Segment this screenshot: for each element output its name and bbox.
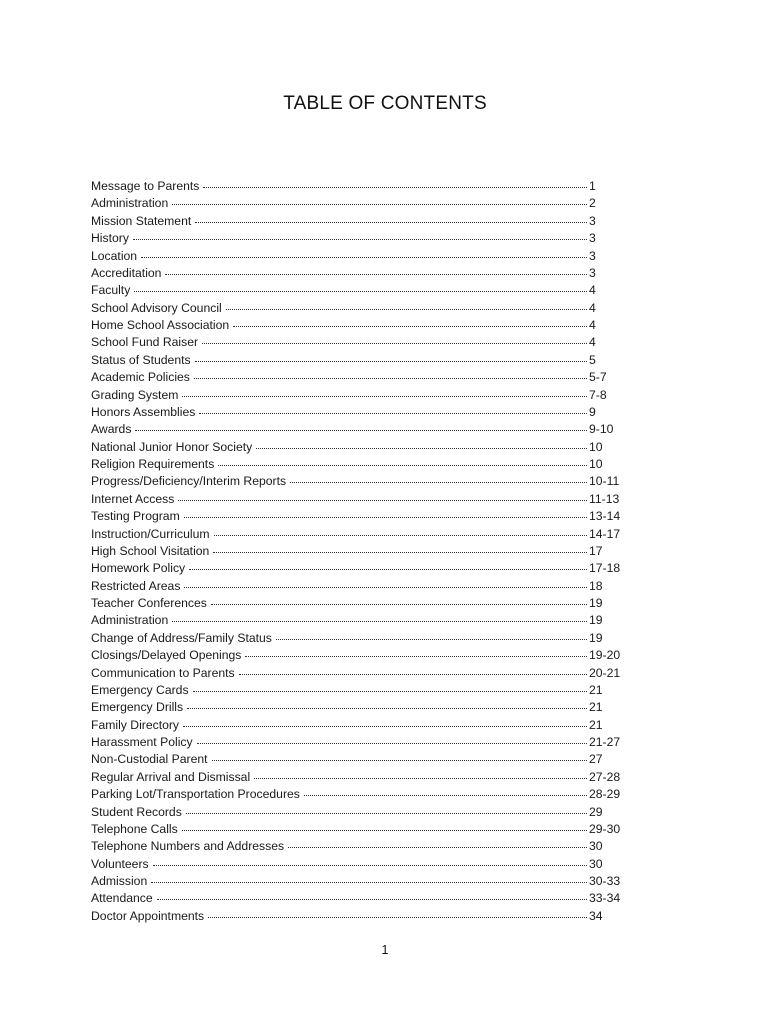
toc-dot-leader — [133, 239, 587, 240]
toc-dot-leader — [186, 813, 587, 814]
toc-entry-label: Restricted Areas — [91, 578, 181, 593]
toc-dot-leader — [157, 899, 587, 900]
toc-entry — [91, 317, 641, 334]
toc-entry — [91, 578, 641, 595]
toc-entry-page: 27-28 — [589, 769, 621, 784]
toc-entry-label: Faculty — [91, 283, 131, 298]
toc-entry-page: 18 — [589, 578, 603, 593]
toc-entry-page: 19 — [589, 596, 603, 610]
table-of-contents — [91, 178, 641, 925]
toc-entry-label: Closings/Delayed Openings — [91, 648, 242, 663]
toc-entry-page: 9 — [589, 404, 596, 419]
toc-entry-label: Teacher Conferences — [91, 596, 207, 610]
toc-entry — [91, 873, 641, 890]
toc-entry-page: 28-29 — [589, 787, 621, 802]
toc-entry-page: 21 — [589, 717, 603, 732]
toc-entry — [91, 178, 641, 195]
toc-entry-label: Religion Requirements — [91, 457, 215, 471]
toc-entry — [91, 439, 641, 456]
toc-entry-label: Telephone Calls — [91, 821, 178, 836]
toc-dot-leader — [172, 621, 587, 622]
toc-entry-label: Student Records — [91, 804, 182, 819]
toc-entry-label: Awards — [91, 422, 132, 437]
toc-entry-label: High School Visitation — [91, 543, 210, 558]
toc-entry-label: Parking Lot/Transportation Procedures — [91, 787, 300, 802]
toc-dot-leader — [256, 448, 587, 449]
toc-entry-label: Telephone Numbers and Addresses — [91, 839, 285, 854]
toc-entry — [91, 838, 641, 855]
toc-entry-label: Progress/Deficiency/Interim Reports — [91, 474, 287, 489]
toc-entry — [91, 769, 641, 786]
toc-dot-leader — [203, 187, 587, 188]
toc-entry-page: 5 — [589, 352, 596, 367]
toc-dot-leader — [213, 552, 587, 553]
toc-entry-page: 29 — [589, 804, 603, 819]
toc-entry-label: Mission Statement — [91, 213, 192, 228]
toc-dot-leader — [288, 847, 587, 848]
toc-entry — [91, 804, 641, 821]
toc-entry-page: 34 — [589, 908, 603, 923]
toc-entry-page: 21 — [589, 700, 603, 715]
toc-entry-page: 30 — [589, 856, 603, 871]
toc-dot-leader — [214, 535, 587, 536]
toc-entry — [91, 282, 641, 299]
toc-entry-page: 17-18 — [589, 561, 621, 576]
toc-entry-label: Volunteers — [91, 856, 149, 871]
toc-entry — [91, 300, 641, 317]
toc-entry-page: 30 — [589, 839, 603, 854]
toc-entry-label: Grading System — [91, 387, 179, 402]
toc-dot-leader — [199, 413, 587, 414]
toc-dot-leader — [184, 587, 587, 588]
toc-entry — [91, 230, 641, 247]
page-title: TABLE OF CONTENTS — [283, 93, 487, 114]
toc-dot-leader — [151, 882, 587, 883]
toc-entry-page: 27 — [589, 752, 603, 767]
toc-entry-label: Instruction/Curriculum — [91, 526, 210, 541]
toc-dot-leader — [184, 517, 587, 518]
toc-dot-leader — [202, 343, 587, 344]
toc-entry — [91, 369, 641, 386]
toc-dot-leader — [178, 500, 587, 501]
toc-dot-leader — [135, 430, 587, 431]
toc-dot-leader — [276, 639, 587, 640]
toc-entry-label: Honors Assemblies — [91, 404, 196, 419]
toc-entry-label: Testing Program — [91, 509, 180, 524]
toc-dot-leader — [194, 378, 587, 379]
toc-entry-label: Doctor Appointments — [91, 908, 205, 923]
page-number: 1 — [381, 943, 389, 957]
toc-entry — [91, 543, 641, 560]
toc-entry-page: 10 — [589, 439, 603, 454]
toc-entry-page: 10 — [589, 457, 603, 471]
toc-entry-label: School Fund Raiser — [91, 335, 199, 350]
toc-dot-leader — [290, 482, 587, 483]
toc-dot-leader — [165, 274, 587, 275]
toc-entry-page: 29-30 — [589, 821, 621, 836]
toc-dot-leader — [218, 465, 587, 466]
toc-dot-leader — [134, 291, 587, 292]
toc-dot-leader — [153, 865, 587, 866]
toc-entry-page: 10-11 — [589, 474, 620, 489]
toc-entry — [91, 717, 641, 734]
toc-entry — [91, 630, 641, 647]
toc-entry-label: History — [91, 231, 129, 246]
toc-dot-leader — [182, 830, 587, 831]
toc-entry — [91, 334, 641, 351]
toc-entry — [91, 908, 641, 925]
toc-entry — [91, 751, 641, 768]
toc-entry — [91, 265, 641, 282]
toc-dot-leader — [183, 726, 587, 727]
toc-entry — [91, 890, 641, 907]
toc-entry-page: 4 — [589, 283, 596, 298]
toc-dot-leader — [195, 222, 587, 223]
toc-entry-label: Home School Association — [91, 318, 230, 332]
toc-entry — [91, 248, 641, 265]
toc-entry-label: Administration — [91, 613, 169, 628]
toc-entry — [91, 699, 641, 716]
toc-entry-label: Regular Arrival and Dismissal — [91, 769, 251, 784]
toc-entry-label: Non-Custodial Parent — [91, 752, 208, 767]
toc-entry — [91, 508, 641, 525]
toc-entry-page: 11-13 — [589, 491, 620, 506]
toc-entry — [91, 682, 641, 699]
toc-entry — [91, 734, 641, 751]
toc-entry-label: Communication to Parents — [91, 665, 235, 680]
toc-entry-label: Location — [91, 248, 138, 263]
toc-entry — [91, 387, 641, 404]
toc-dot-leader — [172, 204, 587, 205]
toc-dot-leader — [245, 656, 587, 657]
toc-entry-label: Administration — [91, 196, 169, 211]
toc-entry-page: 4 — [589, 300, 596, 315]
toc-entry-page: 5-7 — [589, 370, 607, 385]
toc-entry — [91, 473, 641, 490]
toc-entry-label: Admission — [91, 874, 148, 888]
toc-entry-page: 33-34 — [589, 891, 621, 906]
toc-entry-page: 3 — [589, 248, 596, 263]
toc-dot-leader — [197, 743, 587, 744]
toc-dot-leader — [233, 326, 587, 327]
toc-dot-leader — [208, 917, 587, 918]
toc-entry-label: Harassment Policy — [91, 735, 193, 749]
toc-entry-label: Internet Access — [91, 491, 175, 506]
toc-dot-leader — [212, 760, 587, 761]
toc-dot-leader — [211, 604, 587, 605]
toc-entry-label: Change of Address/Family Status — [91, 630, 272, 645]
toc-entry — [91, 612, 641, 629]
toc-dot-leader — [141, 257, 587, 258]
toc-dot-leader — [195, 361, 587, 362]
toc-entry-label: Homework Policy — [91, 561, 186, 576]
toc-entry — [91, 856, 641, 873]
toc-entry-page: 14-17 — [589, 526, 621, 541]
toc-dot-leader — [304, 795, 587, 796]
toc-entry-page: 20-21 — [589, 665, 621, 680]
toc-entry — [91, 665, 641, 682]
toc-entry-page: 4 — [589, 318, 596, 332]
toc-entry — [91, 404, 641, 421]
toc-entry — [91, 491, 641, 508]
toc-entry-label: Family Directory — [91, 717, 180, 732]
toc-entry — [91, 560, 641, 577]
toc-entry-label: Academic Policies — [91, 370, 190, 385]
toc-entry-page: 2 — [589, 196, 596, 211]
toc-entry-page: 21-27 — [589, 735, 621, 749]
toc-entry-label: Accreditation — [91, 265, 162, 280]
toc-entry-label: National Junior Honor Society — [91, 439, 253, 454]
toc-entry-page: 3 — [589, 213, 596, 228]
toc-entry-label: Status of Students — [91, 352, 191, 367]
toc-entry — [91, 595, 641, 612]
toc-entry-label: Emergency Drills — [91, 700, 184, 715]
toc-entry-page: 17 — [589, 543, 603, 558]
toc-entry — [91, 821, 641, 838]
toc-entry-page: 13-14 — [589, 509, 621, 524]
toc-entry — [91, 526, 641, 543]
toc-entry-page: 19-20 — [589, 648, 621, 663]
toc-entry — [91, 421, 641, 438]
toc-entry — [91, 456, 641, 473]
toc-entry-page: 9-10 — [589, 422, 614, 437]
toc-dot-leader — [182, 396, 587, 397]
toc-entry-page: 3 — [589, 265, 596, 280]
toc-dot-leader — [187, 708, 587, 709]
toc-entry — [91, 647, 641, 664]
toc-entry-page: 7-8 — [589, 387, 607, 402]
toc-entry-page: 1 — [589, 179, 596, 193]
toc-entry-page: 19 — [589, 613, 603, 628]
toc-entry-label: Message to Parents — [91, 179, 200, 193]
toc-entry-page: 4 — [589, 335, 596, 350]
toc-entry-label: School Advisory Council — [91, 300, 222, 315]
toc-entry-label: Emergency Cards — [91, 682, 189, 697]
toc-entry — [91, 786, 641, 803]
toc-entry-page: 21 — [589, 682, 603, 697]
toc-dot-leader — [189, 569, 587, 570]
toc-entry-page: 19 — [589, 630, 603, 645]
toc-dot-leader — [254, 778, 587, 779]
toc-dot-leader — [226, 309, 587, 310]
toc-dot-leader — [239, 674, 587, 675]
toc-entry — [91, 195, 641, 212]
toc-entry — [91, 352, 641, 369]
toc-dot-leader — [193, 691, 587, 692]
toc-entry-label: Attendance — [91, 891, 153, 906]
toc-entry-page: 30-33 — [589, 874, 621, 888]
toc-entry — [91, 213, 641, 230]
toc-entry-page: 3 — [589, 231, 596, 246]
